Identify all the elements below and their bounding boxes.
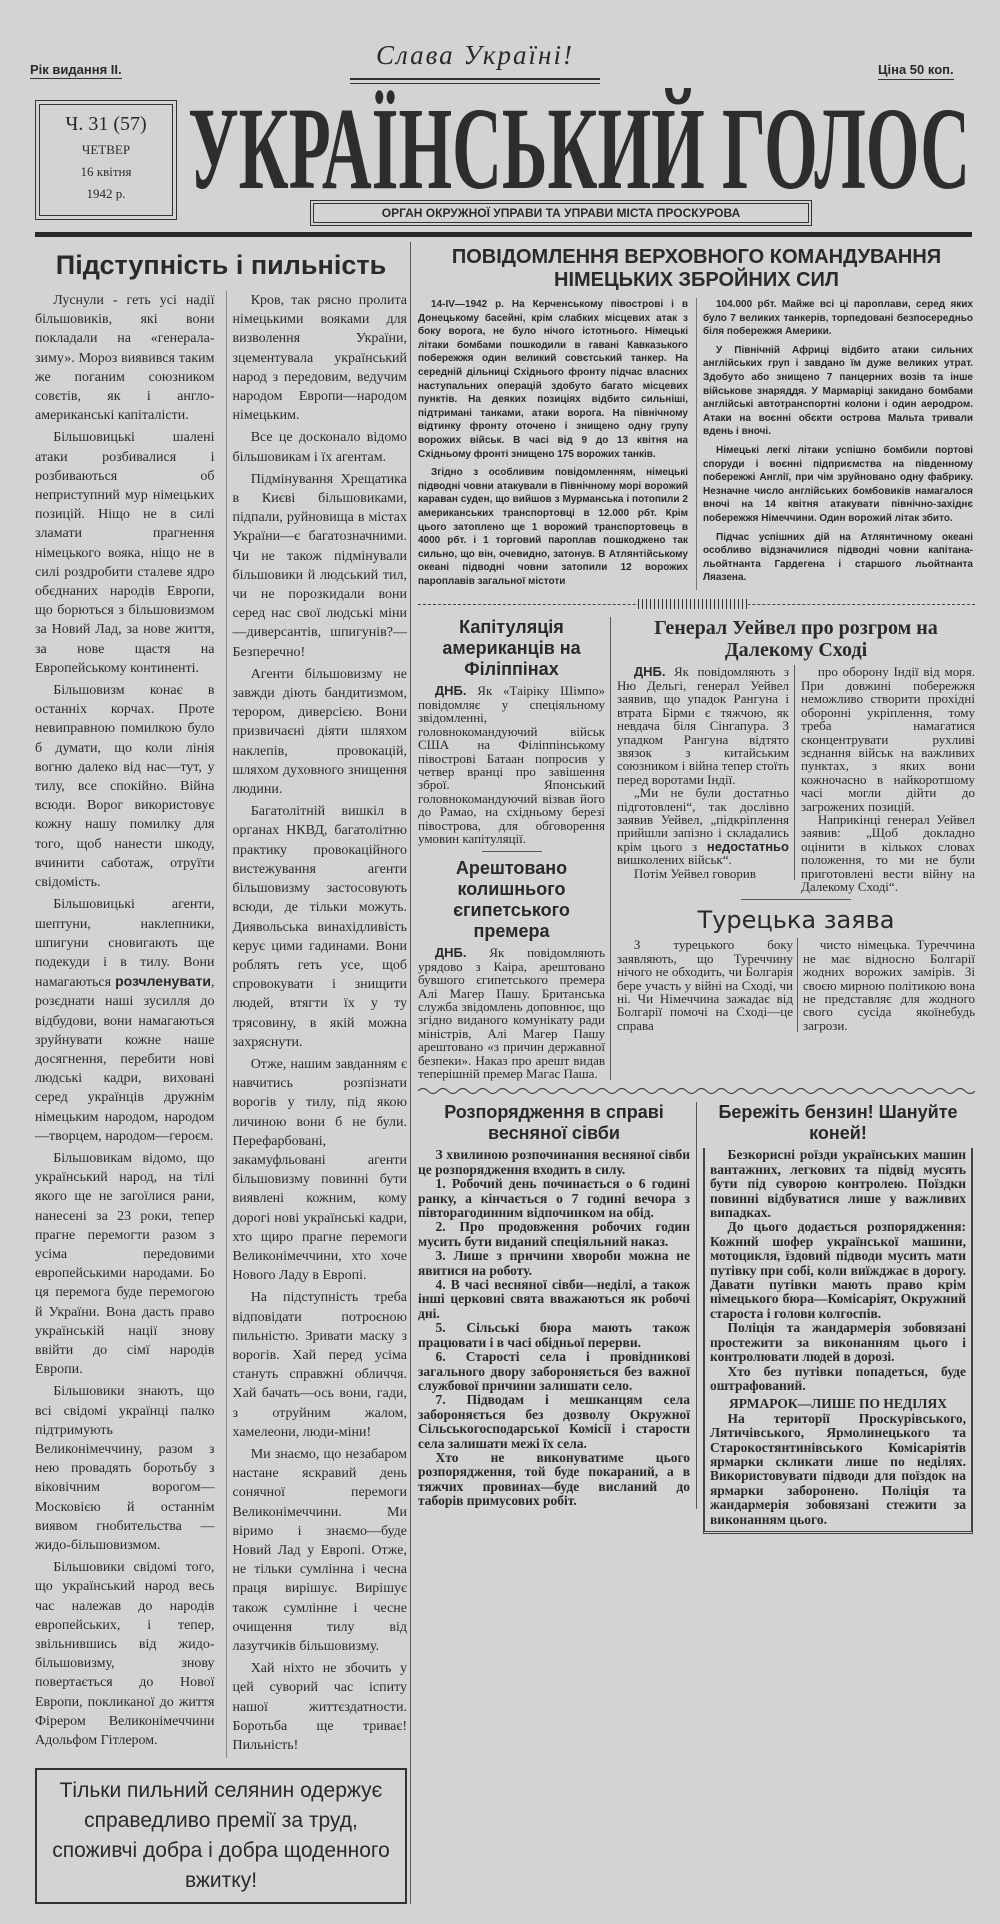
bold-text: недостатньо [706,838,789,854]
paragraph: чисто німецька. Туреччина не має відносно Болгарії жодних ворожих замірів. Зі своєю мирною політикою вона не представляє для жодного свого сусіда якоїнебудь загрози. [803,937,975,1033]
paragraph: 2. Про продовження робочих годин мусить бути виданий спеціяльний наказ. [418,1219,690,1249]
paragraph: З турецького боку заявляють, що Туреччину нічого не обходить, чи Болгарія бере участь у війні на Сході, чи ні. Чи Німеччина зажадає від Болгарії помочі на Сході—це справа [617,937,793,1033]
issue-weekday: ЧЕТВЕР [81,142,131,157]
text-run: Більшовицькі агенти, шептуни, наклепники, шпигуни сновигають ще подекуди і в тилу. Вони намагаються [35,897,215,991]
petrol-notice [703,1102,973,1534]
paragraph: Більшовикам відомо, що український народ, на тілі якого ще не загоїлися рани, нанесені за 23 роки, тепер прагне перемогти разом з усіма передовими европейськими народами. Бо ця перемога буде перемогою й України. Вона дасть право українській нації знову ввійти до сімї народів Европи. [35,1150,215,1378]
middle-articles [418,617,975,1080]
wavell-column-1 [617,665,795,880]
article-rule [741,899,851,900]
paragraph: 3. Лише з причини хвороби можна не явитися на роботу. [418,1248,690,1278]
paragraph: Згідно з особливим повідомленням, німецькі підводні човни атакували в Північному морі ворожий караван суден, що вийшов з Мурманська і потопили 2 американських транспортовці в 12.000 рбт. Крім цього затоплено ще 1 ворожий транспортовець в 4000 рбт. і 1 торговий пароплав пошкоджено так сильно, що він, очевидно, затонув. В Атлянтійському океані підводні човни затопили 12 ворожих пароплавів загальної містоти [418,467,688,587]
text-run: вишколених військ“. [617,852,732,868]
turkey-column-2 [803,938,975,1032]
paragraph: З хвилиною розпочинання весняної сівби це розпорядження входить в силу. [418,1147,690,1177]
turkey-columns [617,938,975,1032]
article-rule [482,851,542,852]
text-run: „Ми не були достатньо підготовлені“, так дослівно заявив Уейвел, „підкріплення прийшли запізно і складались крім цього з [617,785,789,854]
slogan-box: Тільки пильний селянин одержує справедливо премії за труд, споживчі добра і добра щоденного вжитку! [35,1768,407,1904]
bottom-articles [418,1102,975,1534]
paragraph [418,684,605,845]
wavell-title: Генерал Уейвел про розгром на Далекому Сході [654,617,938,662]
petrol-notice-text [710,1148,966,1393]
paragraph: 4. В часі весняної сівби—неділі, а також інші церковні свята вважаються як робочі дні. [418,1277,690,1321]
sowing-order [418,1102,697,1508]
fair-notice-text [710,1412,966,1527]
paragraph: Більшовики свідомі того, що український народ весь час належав до народів европейських, і тепер, звільнившись від жидо-більшовизму, знову повертається до Нової Европи, покликаної до життя Фірером Великонімеччини Адольфом Гітлером. [35,1560,215,1749]
paragraph [418,946,605,1080]
paragraph [617,665,789,786]
bold-text: розчленувати [115,973,211,990]
lead-article-columns [35,291,407,1758]
paragraph: 1. Робочий день починається о 6 годині ранку, а кінчається о 7 годині вечора з півторагодинним відпочинком на обід. [418,1176,690,1221]
paragraph: Хай ніхто не збочить у цей суворий час іспиту нашої життєздатности. Боротьба ще триває! Пильність! [232,1661,407,1754]
issue-box [35,100,177,220]
paragraph: 5. Сільські бюра мають також працювати і в часі обідньої перерви. [418,1320,690,1350]
paragraph: Все це досконало відомо більшовикам і їх агентам. [232,430,407,465]
issue-number: Ч. 31 (57) [65,113,147,135]
paragraph: 104.000 рбт. Майже всі ці пароплави, серед яких було 7 великих танкерів, торпедовані безпосередньо біля побережжя Америки. [703,299,973,338]
paragraph [617,786,789,866]
paragraph: Наприкінці генерал Уейвел заявив: „Щоб докладно оцінити в кількох словах положення, то ми не були приготовлені вести війну на Далекому Сході“. [801,811,975,894]
paragraph [35,895,215,1146]
lead-article-column-2 [226,291,408,1758]
publication-year: Рік видання II. [30,62,122,77]
paragraph: 6. Старості села і провідникові загального двору забороняється без важної службової причини залишати село. [418,1349,690,1393]
paragraph: Безкорисні роїзди українських машин вантажних, легкових та підвід мусять бути під суворою контролею. Поїздки повинні відбуватися лише у важливих випадках. [710,1147,966,1221]
turkey-column-1 [617,938,798,1032]
arrest-title: Арештовано колишнього єгипетського премера [453,858,570,942]
paragraph: Ми знаємо, що незабаром настане яскравий день сонячної перемоги Великонімеччини. Ми віримо і знаємо—буде Новий Лад у Европі. Отже, не тільки сумлінна і чесна праця вирішує. Вирішує також сумлінне і чесне очищення тилу від лазутчиків більшовизму. [232,1446,407,1655]
paragraph: Кров, так рясно пролита німецькими вояками для визволення України, зцементувала український народ з передовим, ведучим народом Европи—народом німецьким. [232,293,407,424]
paragraph: Німецькі легкі літаки успішно бомбили портові споруди і воєнні підприємства на південному побережжі Англії, при чім зруйновано одну фабрику. Незначне число англійських бомбовиків намагалося вночі на 14 квітня атакувати північно-західнє побережжя Німеччини. Один ворожий літак збито. [703,444,973,524]
lead-article [35,248,407,1904]
masthead [185,88,975,198]
communique-column-1 [418,298,688,593]
section-divider [410,242,411,1904]
bold-text: ДНБ. [633,664,666,680]
paragraph: На території Проскурівського, Лятичівського, Ярмолинецького та Старокостянтинівського Комісаріятів ярмарки скликати лише по неділях. Використовувати підводи для поїздок на ярмарки заборонено. Поліція та жандармерія зобовязані стежити за виконанням цього. [710,1410,966,1527]
lead-article-title: Підступність і пильність [55,250,387,280]
price: Ціна 50 коп. [878,62,954,80]
paragraph: Хто не виконуватиме цього розпорядження, той буде покараний, а в тяжчих провинах—буде висланий до таборів примусових робіт. [418,1449,690,1509]
paragraph: Підчас успішних дій на Атлянтичному океані особливо відзначилися підводні човни капітана-льойтнанта Гардегена і старшого льойтнанта Ляазена. [703,531,973,584]
paragraph: Більшовизм конає в останніх корчах. Проте невиправною помилкою було б думати, що коли лінія вогню далеко від нас—тут, у тилу, все спокійно. Війна всюди. Ворог використовує кожну нашу помилку для того, щоб нанести шкоду, вчинити саботаж, отруїти свідомість. [35,683,215,891]
paragraph: Підмінування Хрещатика в Києві більшовиками, підпали, руйновища в містах України—є багатозначними. Чи не також підмінували більшовики й людський тил, чи не порозкидали вони серед нас свої людські міни—диверсантів, шпигунів?—Безперечно! [232,471,407,660]
wavy-rule [418,1086,975,1096]
communique-columns [418,298,975,593]
text-run: , розєднати наші зусилля до відбудови, вони намагаються зруйнувати кожне наше досягнення, перебити нові людські кадри, виховані серед українців дружнім німецьким народом, народом—творцем, народом—героєм. [35,975,215,1144]
wavell-column-2 [801,665,975,893]
capitulation-body [418,684,605,845]
slogan-underline [350,78,600,84]
news-section [418,246,975,1534]
issue-year: 1942 р. [86,186,126,201]
issue-date: 16 квітня [80,164,132,179]
paragraph: У Північній Африці відбито атаки сильних англійських груп і завдано їм дуже великих утрат. Здобуто або знищено 7 панцерних возів та інше військове знаряддя. У Мармаріці закидано бомбами англійські автотранспортні колони і один аеродром. Атаки на воєнні обєкти острова Мальта тривали вдень і вночі. [703,344,973,438]
decorative-hatch [638,599,748,609]
paragraph: Отже, нашим завданням є навчитись розпізнати ворогів у тилу, під якою личиною вони б не були. Перефарбовані, закамуфльовані агенти більшовизму повинні бути виявлені кожним, кому дорогі нові українські кадри, хто щиро прагне перемоги Великонімеччини, хто хоче Нового Ладу в Европі. [232,1056,407,1284]
masthead-rule [35,232,972,237]
paragraph: про оборону Індії від моря. При довжині побережжя неможливо створити прохідні оборонні укріплення, тому треба намагатися сконцентрувати рухливі зєднання військ на важливих пунктах, з яких вони кожночасно в найкоротшому часі могли дійти до загрожених позицій. [801,664,975,814]
petrol-notice-frame [703,1148,973,1534]
organ-subtitle: ОРГАН ОКРУЖНОЇ УПРАВИ ТА УПРАВИ МІСТА ПРОСКУРОВА [310,200,812,226]
paragraph: До цього додається розпорядження: Кожний шофер української машини, мотоцикля, їздовий підводи мусить мати путівку при собі, коли виїжджає в дорогу. Давати путівки мають право крім німецького бюра—Комісаріят, Окружний староста і голови колгоспів. [710,1219,966,1321]
text-run: Як «Таіріку Шімпо» повідомляє у спеціяльному звідомленні, головнокомандуючий військ США на Філіппінському півострові Батаан попросив у четвер вранці про завішення зброї. Японський головнокомандуючий візвав його до Рамао, на східньому березі півострова, для обговорення умовин капітуляції. [418,683,605,846]
arrest-body [418,946,605,1080]
lead-article-column-1 [35,291,215,1753]
paragraph: 14-IV—1942 р. На Керченському півострові і в Донецькому басейні, крім слабких місцевих атак з боку ворога, не було нічого істотнього. Німецькі літаки бомбами пошкодили в гавані Кавказького побережжя один великий совєтський танкер. На середній дільниці Східнього фронту підчас власних наступальних операцій здобуто багато місцевих пунктів. На деяких позиціях відбито сильніші, підтримані танками, атаки ворога. На північному відтинку фронту оточено і знищено одну групу ворожих військ. В часі від 9 до 13 квітня на Східньому фронті знищено 175 ворожих танків. [418,299,688,460]
bold-text: ДНБ. [434,945,467,961]
communique-title: ПОВІДОМЛЕННЯ ВЕРХОВНОГО КОМАНДУВАННЯ НІМЕЦЬКИХ ЗБРОЙНИХ СИЛ [451,246,942,291]
paragraph: Багатолітній вишкіл в органах НКВД, багатолітню практику провокаційного вистежування агенти більшовизму застосовують всюди, де тільки можуть. Диявольська винахідливість керує цими гадинами. Вони роблять геть усе, щоб спровокувати і знищити людей, втягти їх у ту трясовину, в якій можна захряснути. [232,804,407,1050]
paragraph: Більшовики знають, що всі свідомі українці палко підтримують Великонімеччину, разом з нею провадять боротьбу з віковічним ворогом—Московією й останнім виявом гнобительства —жидо-більшовизмом. [35,1384,215,1553]
section-rule [418,597,975,611]
sowing-order-body [418,1148,690,1508]
masthead-title: УКРАЇНСЬКИЙ ГОЛОС [188,88,970,198]
capitulation-title: Капітуляція американців на Філіппінах [442,617,581,680]
paragraph: 7. Підводам і мешканцям села забороняється без дозволу Окружної Сільськогосподарської Комісії і старости села залишати межі їх села. [418,1392,690,1451]
fair-subtitle: ЯРМАРОК—ЛИШЕ ПО НЕДІЛЯХ [729,1396,947,1412]
paragraph: Хто без путівки попадеться, буде оштрафований. [710,1363,966,1393]
paragraph: Більшовицькі шалені атаки розбивалися і розбиваються об неприступний мур німецьких позицій. Ніщо не в силі зламати прагнення німецького вояка, ніщо не в силі роздробити сталеве ядро обєднаних народів Европи, що борються з більшовизмом за Новий Лад, за нове життя, за нове щастя на Европейському континенті. [35,430,215,676]
text-run: Як повідомляють з Ню Дельгі, генерал Уейвел заявив, що упадок Рангуна і втрата Бірми є тяжчою, як невдача біля Сінгапура. З упадком Рангуна відтято звязок з китайським союзником і війна тепер стоїть перед воротами Індії. [617,664,789,787]
middle-left-column [418,617,611,1080]
paragraph: Луснули - геть усі надії більшовиків, які вони покладали на «генерала-зиму». Мороз виявився таким же поганим союзником совєтів, як і англо-американські капіталісти. [35,293,215,424]
wavell-columns [617,665,975,893]
paragraph: Поліція та жандармерія зобовязані простежити за виконанням цього і контролювати людей в дорозі. [710,1320,966,1365]
text-run: Як повідомляють урядово з Каіра, арештовано бувшого єгипетського премера Алі Магер Пашу. Британська служба звідомлень доповнює, що згідно виданого комунікату ради міністрів, Алі Магер Пашу арештовано «з причин державної безпеки». Наказ про арешт видав теперішній премер Магас Паша. [418,945,605,1081]
petrol-notice-title: Бережіть бензин! Шануйте коней! [718,1102,958,1144]
paragraph: Агенти більшовизму не завжди діють бандитизмом, терором, диверсією. Вони призвичаєні діяти шляхом наклепів, провокацій, шляхом духовного знищення людини. [232,666,407,798]
communique-column-2 [696,298,973,590]
paragraph: Потім Уейвел говорив [633,865,756,881]
sowing-order-title: Розпорядження в справі весняної сівби [444,1102,664,1144]
turkey-title: Турецька заява [697,906,895,935]
paragraph: На підступність треба відповідати потроєною пильністю. Зривати маску з ворогів. Хай перед усіма стануть справжні обличчя. Хай бачать—ось вони, гади, з отруйним жалом, хамелеони, люди-міни! [232,1290,407,1440]
bold-text: ДНБ. [434,683,467,699]
slogan: Слава Україні! [376,40,574,70]
middle-right-column [617,617,975,1032]
